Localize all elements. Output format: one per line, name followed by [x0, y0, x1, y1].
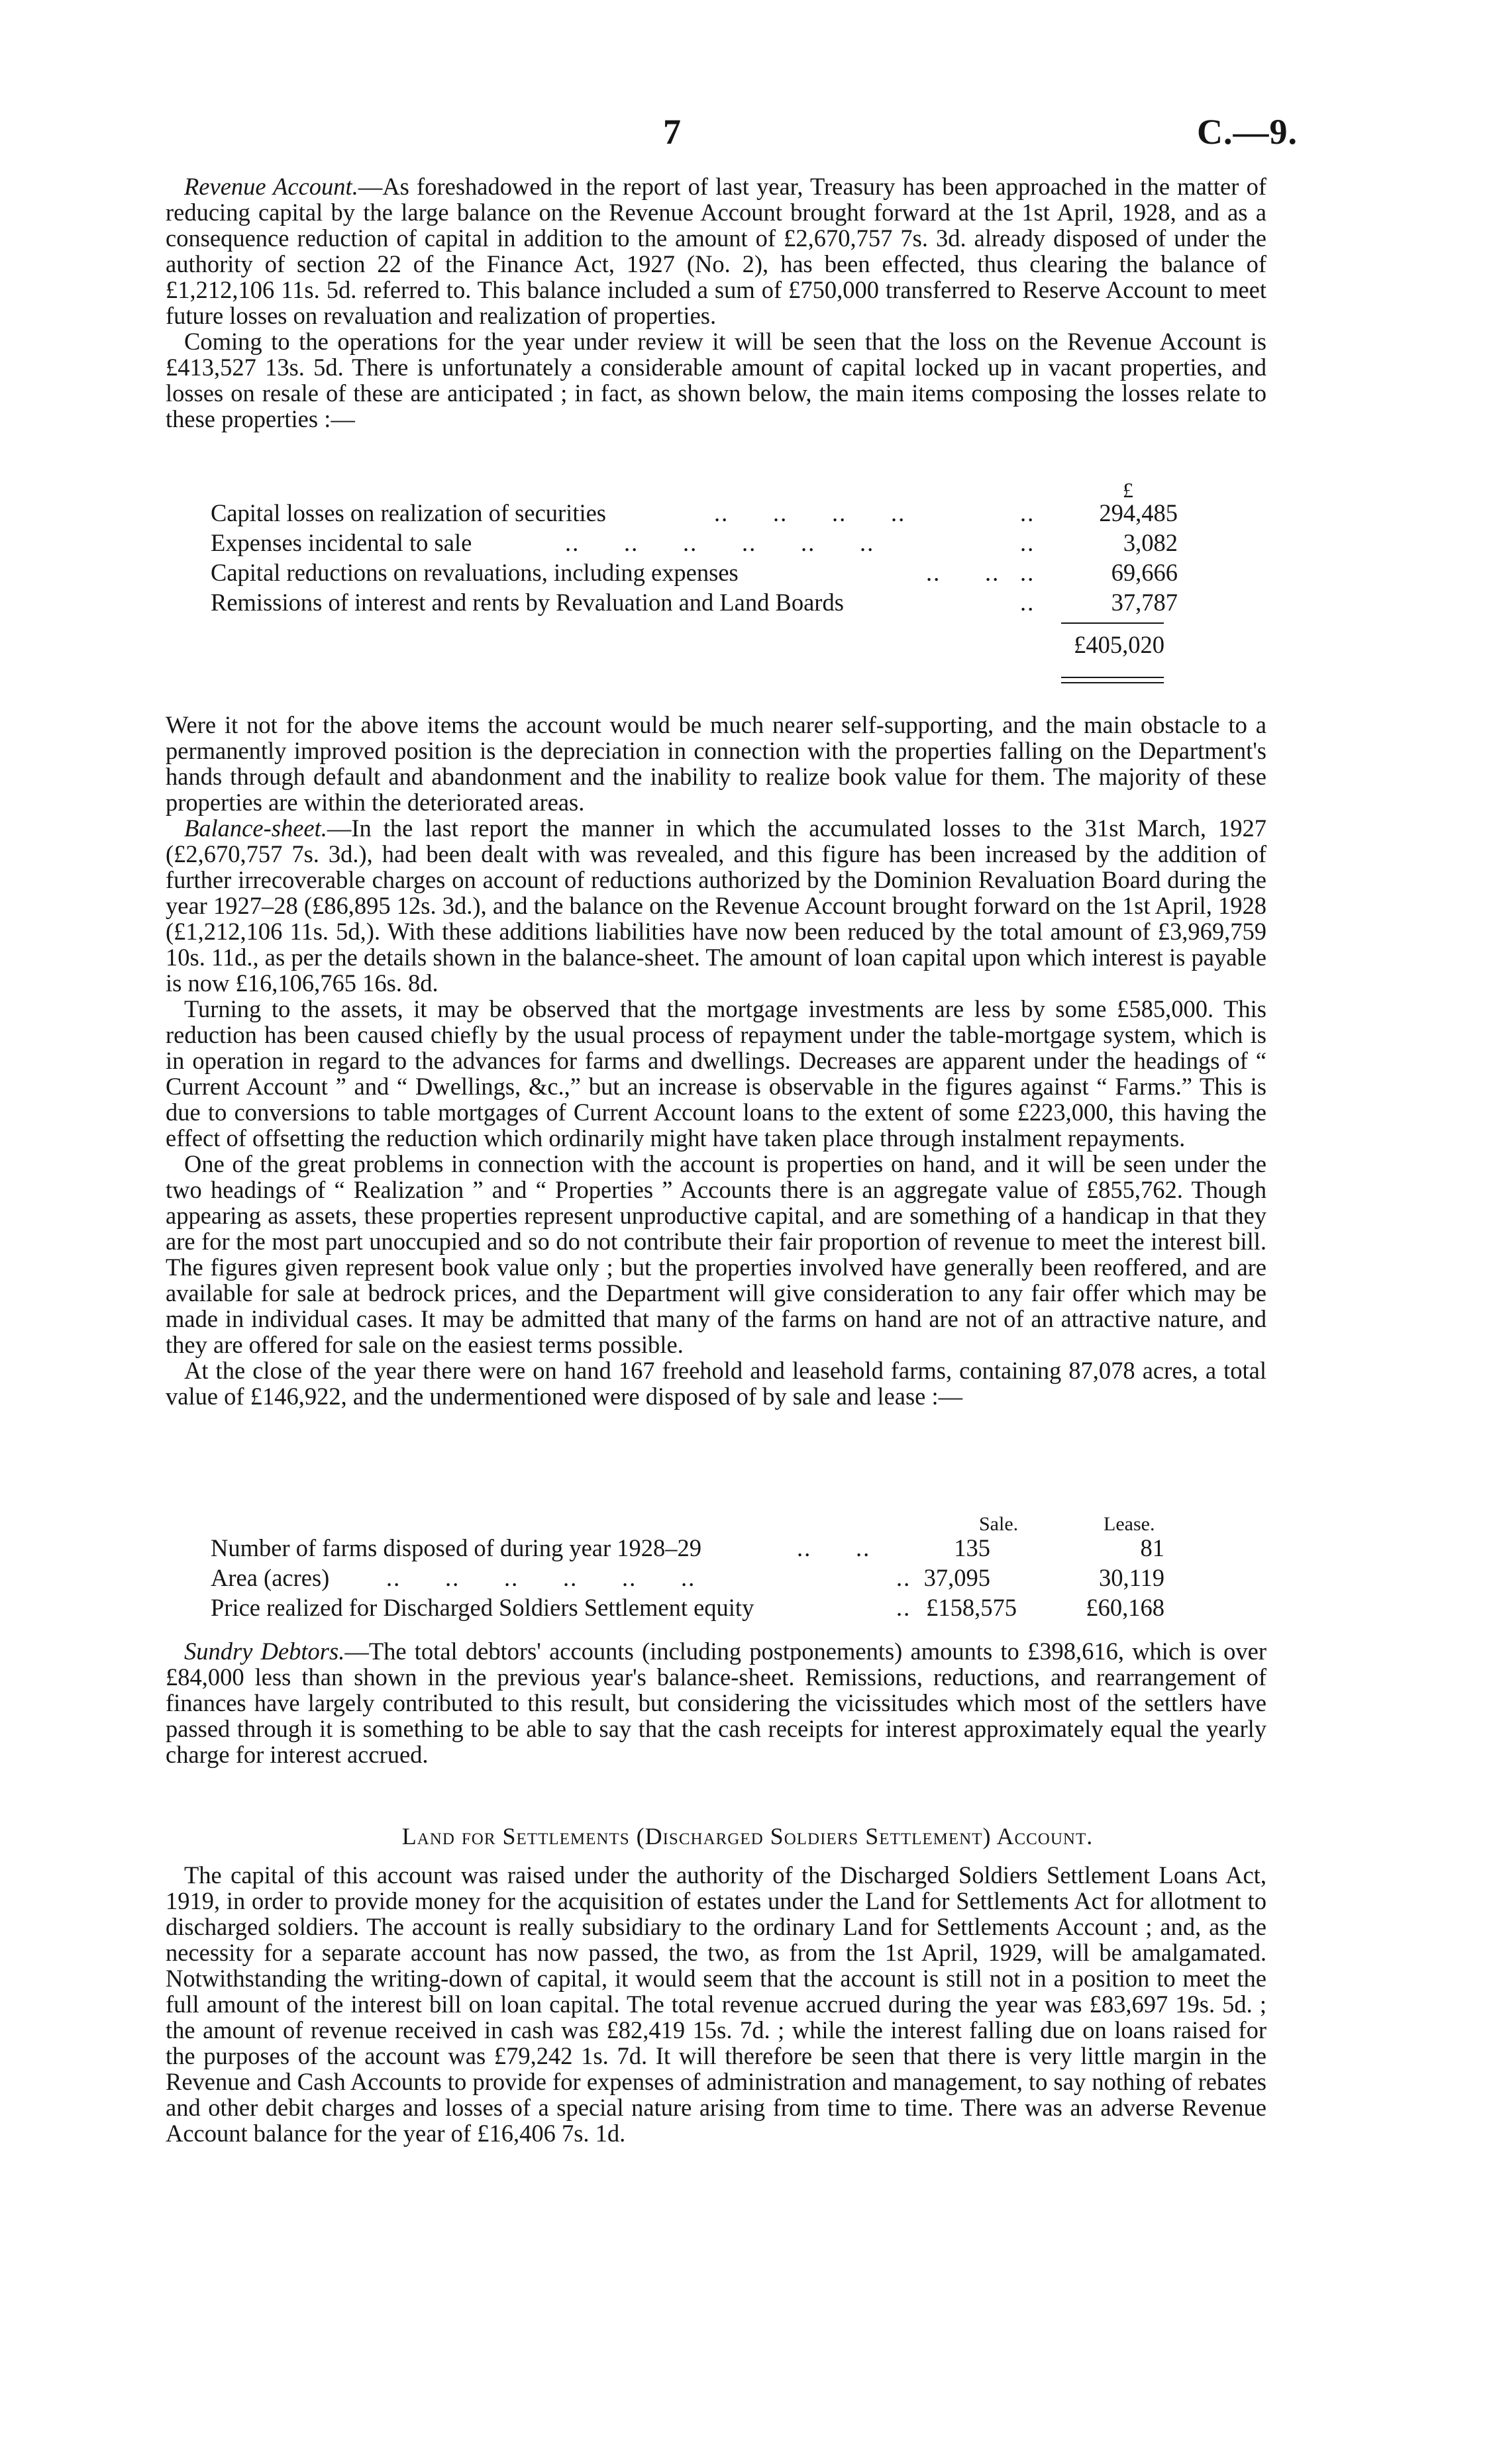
row-label: Capital reductions on revaluations, including expenses [211, 559, 739, 586]
leader-dots: .. .. .. .. [714, 499, 906, 526]
farms-rows [211, 1533, 1164, 1622]
sale-value: £158,575 [926, 1594, 1017, 1621]
paragraph-text: —As foreshadowed in the report of last year, Treasury has been approached in the matter of reducing capital by the large balance on the Revenue Account brought forward at the 1st April, 1928, and as a consequence reduction of capital in addition to the amount of £2,670,757 7s. 3d. already disposed of under the authority of section 22 of the Finance Act, 1927 (No. 2), has been effected, thus clearing the balance of £1,212,106 11s. 5d. referred to. This balance included a sum of £750,000 transferred to Reserve Account to meet future losses on revaluation and realization of properties. [166, 173, 1266, 329]
paragraph [166, 328, 1266, 432]
table-row [211, 1563, 1164, 1593]
table-row [211, 1593, 1164, 1622]
row-label: Capital losses on realization of securities [211, 499, 607, 526]
lease-value: £60,168 [1086, 1594, 1164, 1621]
row-label: Number of farms disposed of during year 1928–29 [211, 1534, 701, 1561]
revenue-account-section [166, 173, 1266, 432]
paragraph [166, 1638, 1266, 1767]
leader-dots: .. .. [926, 559, 1000, 586]
row-label: Expenses incidental to sale [211, 529, 472, 556]
balance-sheet-section [166, 712, 1266, 1409]
paragraph-lead: Sundry Debtors. [184, 1638, 345, 1665]
document-code: C.—9. [1197, 112, 1298, 152]
leader-dots: .. .. .. .. .. .. [386, 1564, 696, 1591]
leader-dots: .. [1020, 559, 1035, 586]
table-row [211, 587, 1178, 617]
total-double-rule-bottom [1061, 682, 1164, 683]
paragraph [166, 173, 1266, 328]
paragraph-text: Were it not for the above items the account would be much nearer self-supporting, and the main obstacle to a permanently improved position is the depreciation in connection with the properties falling on the Department's hands through default and abandonment and the inability to realize book value for them. The majority of these properties are within the deteriorated areas. [166, 711, 1266, 816]
col-header-sale: Sale. [979, 1513, 1019, 1535]
losses-rows [211, 498, 1178, 617]
paragraph-lead: Balance-sheet. [184, 814, 327, 842]
losses-total: £405,020 [1074, 631, 1164, 658]
paragraph-text: One of the great problems in connection with the account is properties on hand, and it will be seen under the two headings of “ Realization ” and “ Properties ” Accounts there is an aggregate value of £855,762. Though appearing as assets, these properties represent unproductive capital, and are something of a handicap in that they are for the most part unoccupied and so do not contribute their fair proportion of revenue to meet the interest bill. The figures given represent book value only ; but the properties involved have generally been reoffered, and are available for sale at bedrock prices, and the Department will give consideration to any fair offer which may be made in individual cases. It may be admitted that many of the farms on hand are not of an attractive nature, and they are offered for sale on the easiest terms possible. [166, 1150, 1266, 1358]
table-row [211, 558, 1178, 587]
paragraph-text: —In the last report the manner in which the accumulated losses to the 31st March, 1927 (£2,670,757 7s. 3d.), had been dealt with was revealed, and this figure has been increased by the addition of further irrecoverable charges on account of reductions authorized by the Dominion Revaluation Board during the year 1927–28 (£86,895 12s. 3d.), and the balance on the Revenue Account brought forward on the 1st April, 1928 (£1,212,106 11s. 5d,). With these additions liabilities have now been reduced by the total amount of £3,969,759 10s. 11d., as per the details shown in the balance-sheet. The amount of loan capital upon which interest is payable is now £16,106,765 16s. 8d. [166, 814, 1266, 997]
page-number: 7 [663, 112, 681, 152]
currency-header: £ [1123, 478, 1133, 502]
leader-dots: .. [896, 1594, 911, 1621]
leader-dots: .. [1020, 499, 1035, 526]
paragraph [166, 1862, 1266, 2146]
table-row [211, 528, 1178, 558]
paragraph [166, 815, 1266, 996]
paragraph-text: The capital of this account was raised under the authority of the Discharged Soldiers Settlement Loans Act, 1919, in order to provide money for the acquisition of estates under the Land for Settlements Act for allotment to discharged soldiers. The account is really subsidiary to the ordinary Land for Settlements Account ; and, as the necessity for a separate account has now passed, the two, as from the 1st April, 1929, will be amalgamated. Notwithstanding the writing-down of capital, it would seem that the account is still not in a position to meet the full amount of the interest bill on loan capital. The total revenue accrued during the year was £83,697 19s. 5d. ; the amount of revenue received in cash was £82,419 15s. 7d. ; while the interest falling due on loans raised for the purposes of the account was £79,242 1s. 7d. It will therefore be seen that there is very little margin in the Revenue and Cash Accounts to provide for expenses of administration and management, to say nothing of rebates and other debit charges and losses of a special nature arising from time to time. There was an adverse Revenue Account balance for the year of £16,406 7s. 1d. [166, 1861, 1266, 2147]
paragraph-text: Turning to the assets, it may be observed that the mortgage investments are less by some £585,000. This reduction has been caused chiefly by the usual process of repayment under the table-mortgage system, which is in operation in regard to the advances for farms and dwellings. Decreases are apparent under the headings of “ Current Account ” and “ Dwellings, &c.,” but an increase is observable in the figures against “ Farms.” This is due to conversions to table mortgages of Current Account loans to the extent of some £223,000, this having the effect of offsetting the reduction which ordinarily might have taken place through instalment repayments. [166, 995, 1266, 1152]
paragraph-text: At the close of the year there were on hand 167 freehold and leasehold farms, containing 87,078 acres, a total value of £146,922, and the undermentioned were disposed of by sale and lease :— [166, 1357, 1266, 1410]
row-label: Price realized for Discharged Soldiers Settlement equity [211, 1594, 754, 1621]
table-row [211, 1533, 1164, 1563]
land-settlements-section [166, 1862, 1266, 2146]
total-double-rule-top [1061, 677, 1164, 678]
leader-dots: .. .. .. .. .. .. [565, 529, 875, 556]
paragraph-text: —The total debtors' accounts (including postponements) amounts to £398,616, which is over £84,000 less than shown in the previous year's balance-sheet. Remissions, reductions, and rearrangement of finances have largely contributed to this result, but considering the vicissitudes which most of the settlers have passed through it is something to be able to say that the cash receipts for interest approximately equal the yearly charge for interest accrued. [166, 1638, 1266, 1768]
col-header-lease: Lease. [1104, 1513, 1155, 1535]
row-label: Remissions of interest and rents by Revaluation and Land Boards [211, 589, 844, 616]
leader-dots: .. .. [797, 1534, 871, 1561]
paragraph [166, 1357, 1266, 1409]
row-value: 294,485 [1099, 499, 1178, 526]
row-value: 3,082 [1123, 529, 1178, 556]
paragraph [166, 996, 1266, 1151]
lease-value: 30,119 [1098, 1564, 1164, 1591]
leader-dots: .. [1020, 589, 1035, 616]
sale-value: 135 [954, 1534, 990, 1561]
paragraph-text: Coming to the operations for the year under review it will be seen that the loss on the Revenue Account is £413,527 13s. 5d. There is unfortunately a considerable amount of capital locked up in vacant properties, and losses on resale of these are anticipated ; in fact, as shown below, the main items composing the losses relate to these properties :— [166, 328, 1266, 432]
lease-value: 81 [1140, 1534, 1164, 1561]
section-heading: Land for Settlements (Discharged Soldiers Settlement) Account. [401, 1823, 1094, 1849]
paragraph-lead: Revenue Account. [184, 173, 358, 200]
leader-dots: .. [1020, 529, 1035, 556]
paragraph [166, 712, 1266, 815]
leader-dots: .. [896, 1564, 911, 1591]
paragraph [166, 1151, 1266, 1357]
row-value: 37,787 [1111, 589, 1178, 616]
subtotal-rule [1061, 622, 1164, 624]
row-label: Area (acres) [211, 1564, 330, 1591]
sundry-debtors-section [166, 1638, 1266, 1767]
sale-value: 37,095 [923, 1564, 990, 1591]
row-value: 69,666 [1111, 559, 1178, 586]
table-row [211, 498, 1178, 528]
